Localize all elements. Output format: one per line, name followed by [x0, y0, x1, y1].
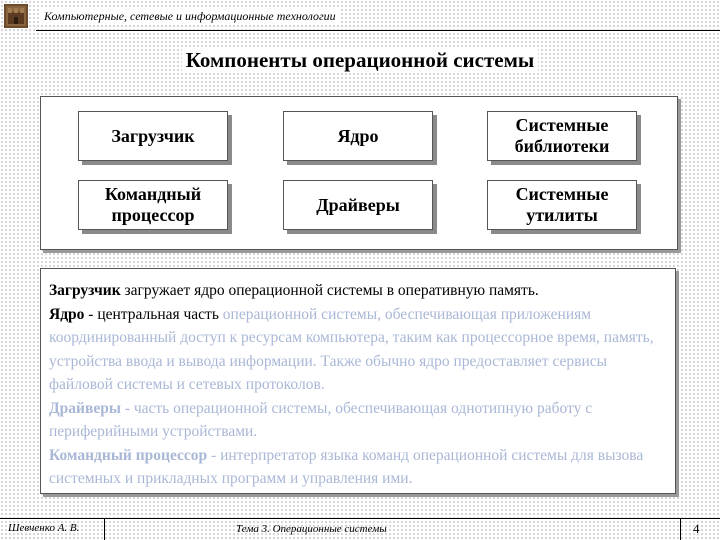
term-kernel: Ядро — [49, 305, 85, 323]
course-title: Компьютерные, сетевые и информационные технологии — [40, 9, 340, 24]
page-number: 4 — [693, 521, 700, 536]
footer-separator — [104, 518, 105, 540]
component-drivers: Драйверы — [283, 180, 433, 230]
slide-title-text: Компоненты операционной системы — [182, 48, 539, 72]
description-panel — [40, 268, 676, 494]
component-system-libraries: Системные библиотеки — [487, 111, 637, 161]
header-divider — [36, 30, 720, 31]
footer-separator — [680, 518, 681, 540]
description-drivers: Драйверы - часть операционной системы, обеспечивающая однотипную работу с периферийными устройствами. — [49, 399, 593, 440]
description-loader: Загрузчик загружает ядро операционной системы в оперативную память. — [49, 282, 539, 299]
component-kernel: Ядро — [283, 111, 433, 161]
footer-topic: Тема 3. Операционные системы — [236, 523, 387, 535]
component-command-processor: Командный процессор — [78, 180, 228, 230]
header — [0, 0, 720, 34]
footer-author: Шевченко А. В. — [8, 522, 80, 534]
description-command-processor: Командный процессор - интерпретатор языка команд операционной системы для вызова системных и прикладных программ и управления ими. — [49, 446, 644, 487]
components-diagram — [40, 96, 678, 250]
component-system-utilities: Системные утилиты — [487, 180, 637, 230]
description-kernel: Ядро - центральная часть операционной системы, обеспечивающая приложениям координированный доступ к ресурсам компьютера, таким как процессорное время, память, устройства ввода и вывода информации. Также обычно ядро предоставляет сервисы файловой системы и сетевых протоколов. — [49, 305, 654, 393]
term-loader: Загрузчик — [49, 282, 121, 299]
term-command-processor: Командный процессор — [49, 446, 208, 464]
castle-logo-icon — [3, 3, 29, 29]
slide-title — [0, 48, 720, 73]
term-drivers: Драйверы — [49, 399, 121, 417]
footer-divider — [0, 518, 720, 519]
component-loader: Загрузчик — [78, 111, 228, 161]
